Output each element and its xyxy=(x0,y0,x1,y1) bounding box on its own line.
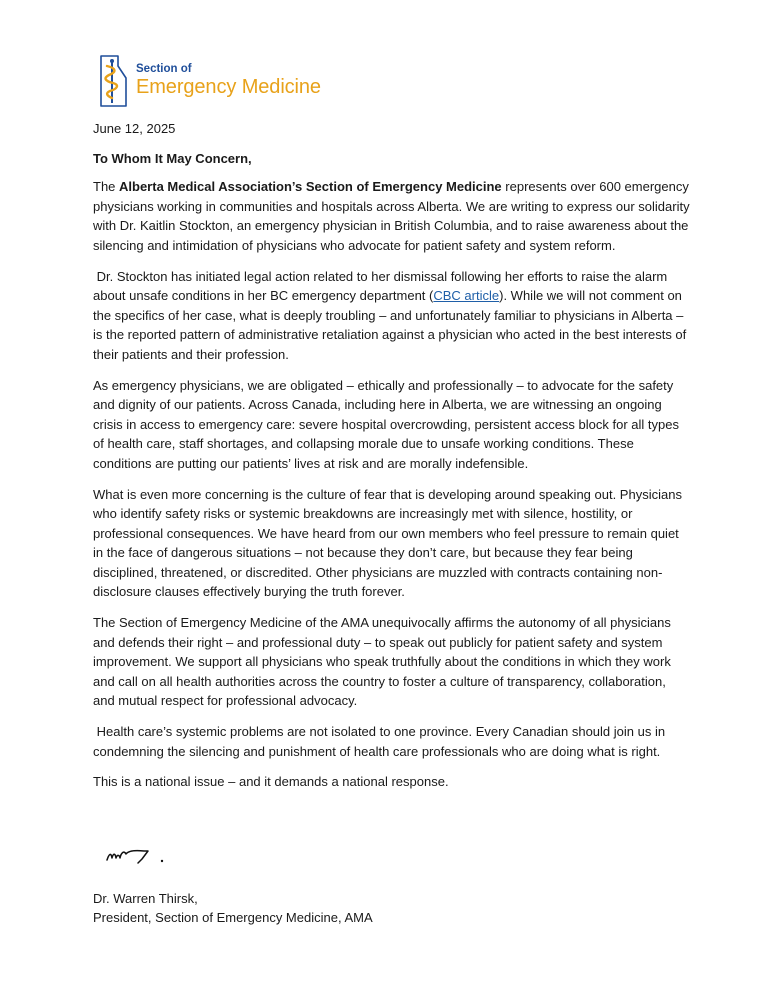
paragraph-1: The Alberta Medical Association’s Section of Emergency Medicine represents over 600 emergency physicians working in communities and hospitals across Alberta. We are writing to express our solidarity with Dr. Kaitlin Stockton, an emergency physician in British Columbia, and to raise awareness about the silencing and intimidation of physicians who advocate for patient safety and system reform. xyxy=(93,179,690,253)
handwritten-signature xyxy=(104,842,168,866)
paragraph-6-text: Health care’s systemic problems are not isolated to one province. Every Canadian should join us in condemning the silencing and punishment of health care professionals who are doing what is right. xyxy=(93,724,666,759)
paragraph-6 xyxy=(93,722,691,761)
logo-emergency-medicine: Emergency Medicine xyxy=(136,76,321,98)
paragraph-5: The Section of Emergency Medicine of the AMA unequivocally affirms the autonomy of all physicians and defends their right – and professional duty – to speak out publicly for patient safety and system improvement. We support all physicians who speak truthfully about the conditions in which they work and call on all health authorities across the country to foster a culture of transparency, collaboration, and mutual respect for professional advocacy. xyxy=(93,615,671,709)
paragraph-4: What is even more concerning is the culture of fear that is developing around speaking out. Physicians who identify safety risks or systemic breakdowns are increasingly met with silence, hostility, or professional consequences. We have heard from our own members who feel pressure to remain quiet in the face of dangerous situations – not because they don’t care, but because they fear being disciplined, threatened, or discredited. Other physicians are muzzled with contracts containing non-disclosure clauses effectively burying the truth forever. xyxy=(93,486,682,600)
section-logo xyxy=(96,54,321,108)
cbc-article-link[interactable]: CBC article xyxy=(433,288,500,304)
signature-block xyxy=(93,889,373,927)
paragraph-7: This is a national issue – and it demands a national response. xyxy=(93,774,449,790)
salutation: To Whom It May Concern, xyxy=(93,150,252,166)
organization-name: Alberta Medical Association’s Section of Emergency Medicine xyxy=(119,179,502,195)
paragraph-2 xyxy=(93,267,691,365)
letter-date: June 12, 2025 xyxy=(93,121,176,136)
logo-wordmark xyxy=(136,63,321,98)
signer-name: Dr. Warren Thirsk, xyxy=(93,891,198,906)
signer-title: President, Section of Emergency Medicine, AMA xyxy=(93,910,373,925)
paragraph-2-start: Dr. Stockton has initiated legal action related to her dismissal following her efforts to raise the alarm about unsafe conditions in her BC emergency department ( xyxy=(93,268,668,304)
letter-body xyxy=(93,119,691,803)
paragraph-3: As emergency physicians, we are obligated – ethically and professionally – to advocate for the safety and dignity of our patients. Across Canada, including here in Alberta, we are witnessing an ongoing crisis in access to emergency care: severe hospital overcrowding, persistent access block for all types of health care, staff shortages, and collapsing morale due to unsafe working conditions. These conditions are putting our patients’ lives at risk and are morally indefensible. xyxy=(93,377,679,471)
alberta-caduceus-icon xyxy=(96,54,132,108)
paragraph-1-text: represents over 600 emergency physicians working in communities and hospitals across Alberta. We are writing to express our solidarity with Dr. Kaitlin Stockton, an emergency physician in British Columbia, and to raise awareness about the silencing and intimidation of physicians who advocate for patient safety and system reform. xyxy=(93,179,690,253)
logo-section-of: Section of xyxy=(136,63,192,75)
paragraph-2-end: ). While we will not comment on the specifics of her case, what is deeply troubling – and unfortunately familiar to physicians in Alberta – is the reported pattern of administrative retaliation against a physician who acted in the best interests of their patients and their profession. xyxy=(93,288,687,362)
